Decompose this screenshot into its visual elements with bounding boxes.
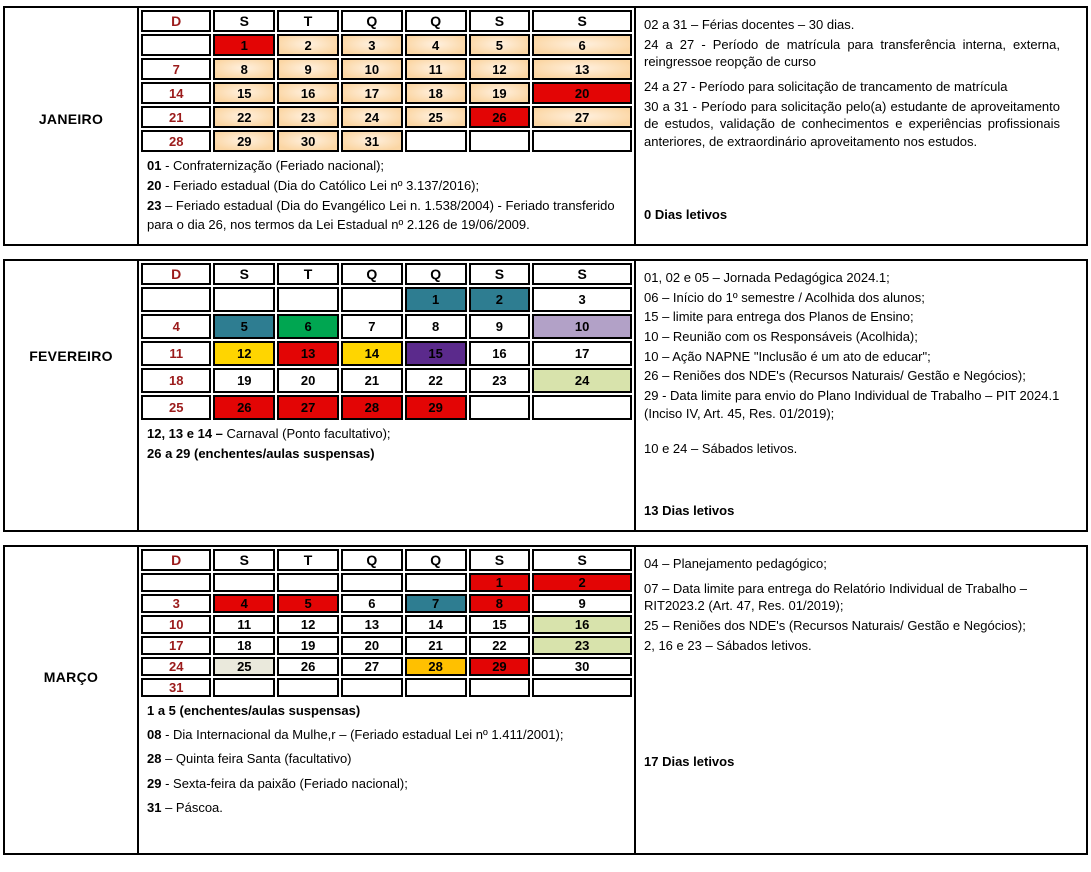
observation-note: 24 a 27 - Período de matrícula para transferência interna, externa, reingressoe reopção de curso xyxy=(644,36,1060,70)
day-cell: 12 xyxy=(469,58,531,80)
day-cell: 17 xyxy=(341,82,403,104)
day-cell: 10 xyxy=(141,615,211,634)
day-cell: 13 xyxy=(532,58,632,80)
calendar-notes xyxy=(139,422,634,530)
day-cell: 3 xyxy=(532,287,632,312)
day-cell: 21 xyxy=(141,106,211,128)
empty-day-cell xyxy=(532,678,632,697)
observation-note: 25 – Reniões dos NDE's (Recursos Naturais/ Gestão e Negócios); xyxy=(644,618,1026,634)
calendar-table xyxy=(139,261,634,422)
empty-day-cell xyxy=(469,395,531,420)
day-cell: 31 xyxy=(141,678,211,697)
day-cell: 3 xyxy=(341,34,403,56)
observation-note: 26 – Reniões dos NDE's (Recursos Naturais/ Gestão e Negócios); xyxy=(644,368,1026,384)
day-cell: 24 xyxy=(532,368,632,393)
day-cell: 13 xyxy=(341,615,403,634)
weekday-header: Q xyxy=(405,549,467,571)
day-cell: 22 xyxy=(405,368,467,393)
day-cell: 14 xyxy=(405,615,467,634)
month-section-fevereiro xyxy=(3,259,1088,532)
day-cell: 15 xyxy=(405,341,467,366)
calendar-notes xyxy=(139,699,634,853)
weekday-header: S xyxy=(469,263,531,285)
day-cell: 18 xyxy=(405,82,467,104)
calendar-notes xyxy=(139,154,634,244)
weekday-header: S xyxy=(469,549,531,571)
day-cell: 12 xyxy=(277,615,339,634)
empty-day-cell xyxy=(141,287,211,312)
calendar-column xyxy=(139,547,636,853)
day-cell: 15 xyxy=(213,82,275,104)
empty-day-cell xyxy=(141,573,211,592)
day-cell: 21 xyxy=(405,636,467,655)
day-cell: 19 xyxy=(277,636,339,655)
empty-day-cell xyxy=(277,573,339,592)
empty-day-cell xyxy=(213,573,275,592)
day-cell: 4 xyxy=(405,34,467,56)
empty-day-cell xyxy=(469,130,531,152)
day-cell: 25 xyxy=(141,395,211,420)
weekday-header: S xyxy=(532,549,632,571)
day-cell: 20 xyxy=(532,82,632,104)
weekday-header: S xyxy=(213,549,275,571)
day-cell: 8 xyxy=(405,314,467,339)
day-cell: 20 xyxy=(341,636,403,655)
observation-note: 15 – limite para entrega dos Planos de Ensino; xyxy=(644,309,914,325)
day-cell: 20 xyxy=(277,368,339,393)
month-section-janeiro xyxy=(3,6,1088,246)
day-cell: 5 xyxy=(213,314,275,339)
weekday-header: S xyxy=(213,263,275,285)
holiday-note: 26 a 29 (enchentes/aulas suspensas) xyxy=(147,446,375,462)
observation-note: 30 a 31 - Período para solicitação pelo(a) estudante de aproveitamento de estudos, validação de conhecimentos e experiências profissionais anteriores, de extraordinário aproveitamento nos estudos. xyxy=(644,98,1060,150)
weekday-header: T xyxy=(277,549,339,571)
empty-day-cell xyxy=(405,130,467,152)
day-cell: 11 xyxy=(141,341,211,366)
day-cell: 7 xyxy=(141,58,211,80)
observation-note: 24 a 27 - Período para solicitação de trancamento de matrícula xyxy=(644,79,1008,95)
month-name: FEVEREIRO xyxy=(29,347,113,364)
day-cell: 4 xyxy=(213,594,275,613)
observation-note: 01, 02 e 05 – Jornada Pedagógica 2024.1; xyxy=(644,270,890,285)
weekday-header: Q xyxy=(341,263,403,285)
day-cell: 10 xyxy=(341,58,403,80)
dias-letivos-label: 0 Dias letivos xyxy=(644,207,728,223)
day-cell: 31 xyxy=(341,130,403,152)
day-cell: 28 xyxy=(141,130,211,152)
day-cell: 9 xyxy=(469,314,531,339)
day-cell: 10 xyxy=(532,314,632,339)
empty-day-cell xyxy=(405,678,467,697)
month-observations xyxy=(636,8,1086,244)
holiday-note: 31 – Páscoa. xyxy=(147,799,223,815)
day-cell: 4 xyxy=(141,314,211,339)
day-cell: 23 xyxy=(469,368,531,393)
day-cell: 7 xyxy=(341,314,403,339)
day-cell: 17 xyxy=(532,341,632,366)
day-cell: 14 xyxy=(141,82,211,104)
day-cell: 5 xyxy=(277,594,339,613)
day-cell: 29 xyxy=(405,395,467,420)
day-cell: 28 xyxy=(341,395,403,420)
day-cell: 9 xyxy=(532,594,632,613)
observation-note: 06 – Início do 1º semestre / Acolhida dos alunos; xyxy=(644,289,925,305)
day-cell: 18 xyxy=(213,636,275,655)
day-cell: 28 xyxy=(405,657,467,676)
observation-note: 02 a 31 – Férias docentes – 30 dias. xyxy=(644,17,855,32)
day-cell: 11 xyxy=(213,615,275,634)
day-cell: 24 xyxy=(141,657,211,676)
day-cell: 26 xyxy=(213,395,275,420)
month-label-cell xyxy=(5,547,139,853)
day-cell: 5 xyxy=(469,34,531,56)
weekday-header: D xyxy=(141,10,211,32)
day-cell: 26 xyxy=(469,106,531,128)
day-cell: 29 xyxy=(469,657,531,676)
month-section-marco xyxy=(3,545,1088,855)
holiday-note: 1 a 5 (enchentes/aulas suspensas) xyxy=(147,703,361,718)
day-cell: 8 xyxy=(213,58,275,80)
month-observations xyxy=(636,547,1086,853)
month-name: MARÇO xyxy=(43,669,99,685)
day-cell: 7 xyxy=(405,594,467,613)
day-cell: 1 xyxy=(213,34,275,56)
day-cell: 27 xyxy=(532,106,632,128)
weekday-header: S xyxy=(532,263,632,285)
calendar-table xyxy=(139,8,634,154)
empty-day-cell xyxy=(141,34,211,56)
observation-note: 2, 16 e 23 – Sábados letivos. xyxy=(644,637,812,653)
empty-day-cell xyxy=(213,287,275,312)
day-cell: 16 xyxy=(277,82,339,104)
day-cell: 17 xyxy=(141,636,211,655)
empty-day-cell xyxy=(469,678,531,697)
day-cell: 6 xyxy=(341,594,403,613)
weekday-header: Q xyxy=(341,10,403,32)
calendar-column xyxy=(139,8,636,244)
observation-note: 10 e 24 – Sábados letivos. xyxy=(644,441,798,457)
calendar-column xyxy=(139,261,636,530)
month-observations xyxy=(636,261,1086,530)
day-cell: 24 xyxy=(341,106,403,128)
day-cell: 21 xyxy=(341,368,403,393)
day-cell: 14 xyxy=(341,341,403,366)
day-cell: 9 xyxy=(277,58,339,80)
weekday-header: D xyxy=(141,549,211,571)
calendar-table xyxy=(139,547,634,699)
day-cell: 23 xyxy=(532,636,632,655)
observation-note: 29 - Data limite para envio do Plano Individual de Trabalho – PIT 2024.1 (Inciso IV, Art. 45, Res. 01/2019); xyxy=(644,388,1060,421)
empty-day-cell xyxy=(532,130,632,152)
dias-letivos-label: 17 Dias letivos xyxy=(644,754,735,770)
month-label-cell xyxy=(5,261,139,530)
day-cell: 18 xyxy=(141,368,211,393)
weekday-header: Q xyxy=(405,263,467,285)
observation-note: 10 – Reunião com os Responsáveis (Acolhida); xyxy=(644,329,918,345)
day-cell: 15 xyxy=(469,615,531,634)
holiday-note: 29 - Sexta-feira da paixão (Feriado nacional); xyxy=(147,775,408,791)
empty-day-cell xyxy=(277,287,339,312)
day-cell: 29 xyxy=(213,130,275,152)
holiday-note: 20 - Feriado estadual (Dia do Católico Lei nº 3.137/2016); xyxy=(147,178,480,194)
empty-day-cell xyxy=(405,573,467,592)
day-cell: 19 xyxy=(469,82,531,104)
day-cell: 22 xyxy=(469,636,531,655)
day-cell: 19 xyxy=(213,368,275,393)
holiday-note: 12, 13 e 14 – Carnaval (Ponto facultativo); xyxy=(147,426,391,441)
month-label-cell xyxy=(5,8,139,244)
weekday-header: S xyxy=(213,10,275,32)
day-cell: 1 xyxy=(469,573,531,592)
weekday-header: T xyxy=(277,263,339,285)
day-cell: 3 xyxy=(141,594,211,613)
observation-note: 07 – Data limite para entrega do Relatório Individual de Trabalho – RIT2023.2 (Art. 47, Res. 01/2019); xyxy=(644,580,1028,614)
weekday-header: D xyxy=(141,263,211,285)
day-cell: 16 xyxy=(469,341,531,366)
empty-day-cell xyxy=(341,573,403,592)
dias-letivos-label: 13 Dias letivos xyxy=(644,503,735,519)
empty-day-cell xyxy=(532,395,632,420)
day-cell: 16 xyxy=(532,615,632,634)
day-cell: 30 xyxy=(532,657,632,676)
day-cell: 2 xyxy=(532,573,632,592)
day-cell: 2 xyxy=(277,34,339,56)
weekday-header: Q xyxy=(341,549,403,571)
day-cell: 22 xyxy=(213,106,275,128)
day-cell: 25 xyxy=(213,657,275,676)
weekday-header: S xyxy=(532,10,632,32)
day-cell: 6 xyxy=(277,314,339,339)
holiday-note: 28 – Quinta feira Santa (facultativo) xyxy=(147,751,352,767)
holiday-note: 01 - Confraternização (Feriado nacional); xyxy=(147,158,385,173)
day-cell: 13 xyxy=(277,341,339,366)
holiday-note: 23 – Feriado estadual (Dia do Evangélico Lei n. 1.538/2004) - Feriado transferido para o dia 26, nos termos da Lei Estadual nº 2.126 de 19/06/2009. xyxy=(147,198,615,232)
day-cell: 1 xyxy=(405,287,467,312)
holiday-note: 08 - Dia Internacional da Mulhe,r – (Feriado estadual Lei nº 1.411/2001); xyxy=(147,727,564,743)
day-cell: 25 xyxy=(405,106,467,128)
observation-note: 04 – Planejamento pedagógico; xyxy=(644,556,827,571)
weekday-header: S xyxy=(469,10,531,32)
day-cell: 8 xyxy=(469,594,531,613)
empty-day-cell xyxy=(277,678,339,697)
weekday-header: Q xyxy=(405,10,467,32)
day-cell: 12 xyxy=(213,341,275,366)
weekday-header: T xyxy=(277,10,339,32)
day-cell: 2 xyxy=(469,287,531,312)
empty-day-cell xyxy=(213,678,275,697)
day-cell: 23 xyxy=(277,106,339,128)
day-cell: 30 xyxy=(277,130,339,152)
month-name: JANEIRO xyxy=(38,111,104,127)
day-cell: 27 xyxy=(277,395,339,420)
day-cell: 11 xyxy=(405,58,467,80)
day-cell: 6 xyxy=(532,34,632,56)
day-cell: 27 xyxy=(341,657,403,676)
empty-day-cell xyxy=(341,287,403,312)
empty-day-cell xyxy=(341,678,403,697)
day-cell: 26 xyxy=(277,657,339,676)
observation-note: 10 – Ação NAPNE "Inclusão é um ato de educar"; xyxy=(644,348,931,364)
